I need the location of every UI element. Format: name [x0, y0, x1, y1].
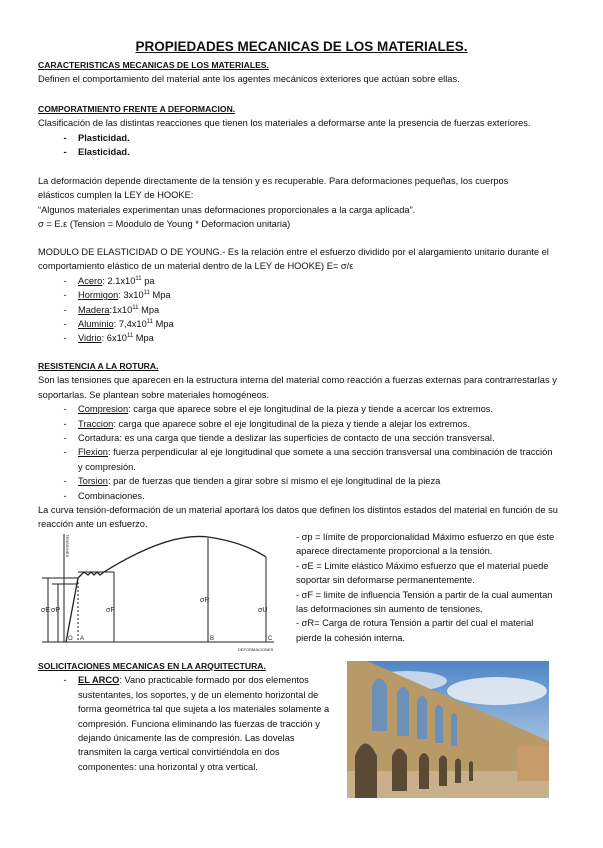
list-item: [38, 274, 560, 288]
definition: - σp = límite de proporcionalidad Máximo esfuerzo en que éste aparece directamente proporcional a la tensión.: [296, 532, 555, 557]
exponent: 11: [126, 333, 134, 340]
list-item: [38, 303, 560, 317]
sigma-label: σU: [258, 607, 268, 614]
x-axis-label: DEFORMACIONES: [238, 647, 274, 652]
list-item: [38, 417, 558, 431]
list-item: [38, 445, 558, 474]
list-item-text: [78, 402, 558, 416]
list-item-text: [78, 431, 558, 445]
bullet: -: [63, 319, 67, 330]
list-item: [38, 489, 558, 503]
definition: - σE = Limite elástico Máximo esfuerzo que el material puede soportar sin deformarse permanentemente.: [296, 560, 549, 586]
list-item: [38, 288, 560, 302]
section-comportamiento: [38, 102, 568, 160]
term: Torsion: [78, 476, 108, 487]
bullet: -: [63, 333, 67, 344]
stress-strain-diagram: [38, 532, 278, 654]
list-item: [38, 431, 558, 445]
unit: Mpa: [133, 333, 154, 344]
bullet: -: [63, 304, 67, 315]
paragraph: La curva tensión-deformación de un material aportará los datos que definen los distintos estados del material en función de su reacción ante un esfuerzo.: [38, 505, 558, 530]
section-heading: RESISTENCIA A LA ROTURA.: [38, 361, 159, 371]
list-item: - EL ARCO: Vano practicable formado por dos elementos sustentantes, los soportes, y de un elemento horizontal de forma geométrica tal que sujeta a los materiales solamente a compresión. Funciona eliminando las fuerzas de tracción y dejando únicamente las de compresión. Las dovelas transmiten la carga vertical convirtiéndola en dos componentes: una horizontal y otra vertical.: [63, 675, 330, 772]
term: Flexion: [78, 447, 108, 458]
term: EL ARCO: [78, 675, 120, 686]
section-heading: CARACTERISTICAS MECANICAS DE LOS MATERIALES.: [38, 60, 269, 70]
bullet: -: [63, 404, 67, 415]
term: Traccion: [78, 418, 114, 429]
description: Cortadura: es una carga que tiende a deslizar las superficies de contacto de una sección transversal.: [78, 433, 495, 444]
description: : carga que aparece sobre el eje longitudinal de la pieza y tiende a alejar los extremos.: [113, 418, 470, 429]
aqueduct-photo: [347, 661, 549, 798]
material-value: : 2.1x10: [102, 275, 136, 286]
list-item: [38, 474, 558, 488]
list-item-text: [78, 489, 558, 503]
list-item: [38, 317, 560, 331]
term: Compresion: [78, 404, 129, 415]
unit: Mpa: [152, 319, 174, 330]
page-title: PROPIEDADES MECANICAS DE LOS MATERIALES.: [135, 39, 468, 54]
bullet: -: [63, 490, 67, 501]
list-item-text: [78, 303, 560, 317]
bullet: -: [63, 433, 67, 444]
bullet: -: [63, 290, 67, 301]
paragraph: Definen el comportamiento del material ante los agentes mecánicos exteriores que actúan sobre ellas.: [38, 74, 460, 85]
paragraph: La deformación depende directamente de la tensión y es recuperable. Para deformaciones pequeñas, los cuerpos elásticos cumplen la LEY de HOOKE:: [38, 176, 509, 201]
sigma-label: σR: [200, 597, 210, 604]
description: : carga que aparece sobre el eje longitudinal de la pieza y tiende a acercar los extremos.: [128, 404, 493, 415]
bullet: -: [63, 418, 67, 429]
sigma-label: σF: [106, 607, 115, 614]
unit: pa: [141, 275, 155, 286]
bullet: -: [63, 275, 67, 286]
list-item-text: [78, 317, 560, 331]
section-rotura: [38, 359, 558, 532]
unit: Mpa: [149, 290, 171, 301]
exponent: 11: [132, 304, 139, 311]
list-item-text: [78, 474, 558, 488]
section-caracteristicas: [38, 58, 562, 87]
list-item: [38, 402, 558, 416]
point-label: A: [80, 636, 85, 642]
material-value: : 3x10: [118, 290, 144, 301]
material-name: Aluminio: [78, 319, 114, 330]
sigma-definitions: [296, 530, 560, 645]
material-name: Vidrio: [78, 333, 102, 344]
unit: Mpa: [138, 304, 160, 315]
material-name: Madera: [78, 304, 110, 315]
list-item-text: : Vano practicable formado por dos elementos sustentantes, los soportes, y de un elemento horizontal de forma geométrica tal que sujeta a los materiales solamente a compresión. Funciona eliminando las fuerzas de tracción y dejando únicamente las de compresión. Las dovelas transmiten la carga vertical convirtiéndola en dos componentes: una horizontal y otra vertical.: [78, 675, 330, 772]
section-young: [38, 245, 560, 346]
description: Combinaciones.: [78, 490, 145, 501]
definition: - σF = limite de influencia Tensión a partir de la cual aumentan las deformaciones sin aumento de tensiones.: [296, 589, 553, 615]
list-item-text: [78, 331, 560, 345]
point-label: B: [210, 636, 215, 642]
y-axis-label: TENSIONES: [65, 534, 70, 558]
list-item-text: [78, 445, 558, 474]
bullet: -: [63, 476, 67, 487]
bullet: -: [63, 447, 67, 458]
paragraph: MODULO DE ELASTICIDAD O DE YOUNG.- Es la relación entre el esfuerzo dividido por el alargamiento unitario durante el comportamiento elástico de un material dentro de la LEY de HOOKE) E= σ/ε: [38, 247, 549, 272]
description: : fuerza perpendicular al eje longitudinal que somete a una sección transversal una combinación de tracción y compresión.: [78, 447, 553, 472]
section-hooke: [38, 174, 538, 232]
exponent: 11: [135, 275, 142, 282]
list-item-text: [78, 288, 560, 302]
sigma-label: σE: [41, 607, 50, 614]
exponent: 11: [143, 290, 150, 297]
paragraph: Clasificación de las distintas reacciones que tienen los materiales a deformarse ante la presencia de fuerzas exteriores.: [38, 118, 531, 129]
material-name: Hormigon: [78, 290, 119, 301]
definition: - σR= Carga de rotura Tensión a partir del cual el material pierde la cohesión interna.: [296, 618, 534, 643]
material-value: :1x10: [109, 304, 133, 315]
point-label: C: [268, 636, 273, 642]
section-heading: COMPORATMIENTO FRENTE A DEFORMACION.: [38, 104, 236, 114]
list-item-text: [78, 417, 558, 431]
section-heading: SOLICITACIONES MECANICAS EN LA ARQUITECTURA.: [38, 661, 266, 671]
section-solicitaciones: [38, 659, 338, 774]
sigma-label: σP: [51, 607, 60, 614]
list-item: - Plasticidad.: [38, 131, 568, 145]
list-item: [38, 331, 560, 345]
list-item-text: Plasticidad.: [78, 132, 130, 143]
quote: “Algunos materiales experimentan unas deformaciones proporcionales a la carga aplicada”.: [38, 204, 416, 215]
paragraph: Son las tensiones que aparecen en la estructura interna del material como reacción a fuerzas externas para contrarrestarlas y soportarlas. Se plantean sobre materiales homogéneos.: [38, 375, 557, 400]
material-value: : 7,4x10: [113, 319, 147, 330]
point-label: O: [68, 636, 73, 642]
exponent: 11: [146, 318, 153, 325]
description: : par de fuerzas que tienden a girar sobre sí mismo el eje longitudinal de la pieza: [107, 476, 441, 487]
formula: σ = E.ε (Tension = Moodulo de Young * Deformacion unitaria): [38, 219, 291, 230]
list-item: - Elasticidad.: [38, 145, 568, 159]
list-item-text: [78, 274, 560, 288]
list-item-text: Elasticidad.: [78, 147, 130, 158]
material-name: Acero: [78, 275, 103, 286]
material-value: : 6x10: [101, 333, 127, 344]
